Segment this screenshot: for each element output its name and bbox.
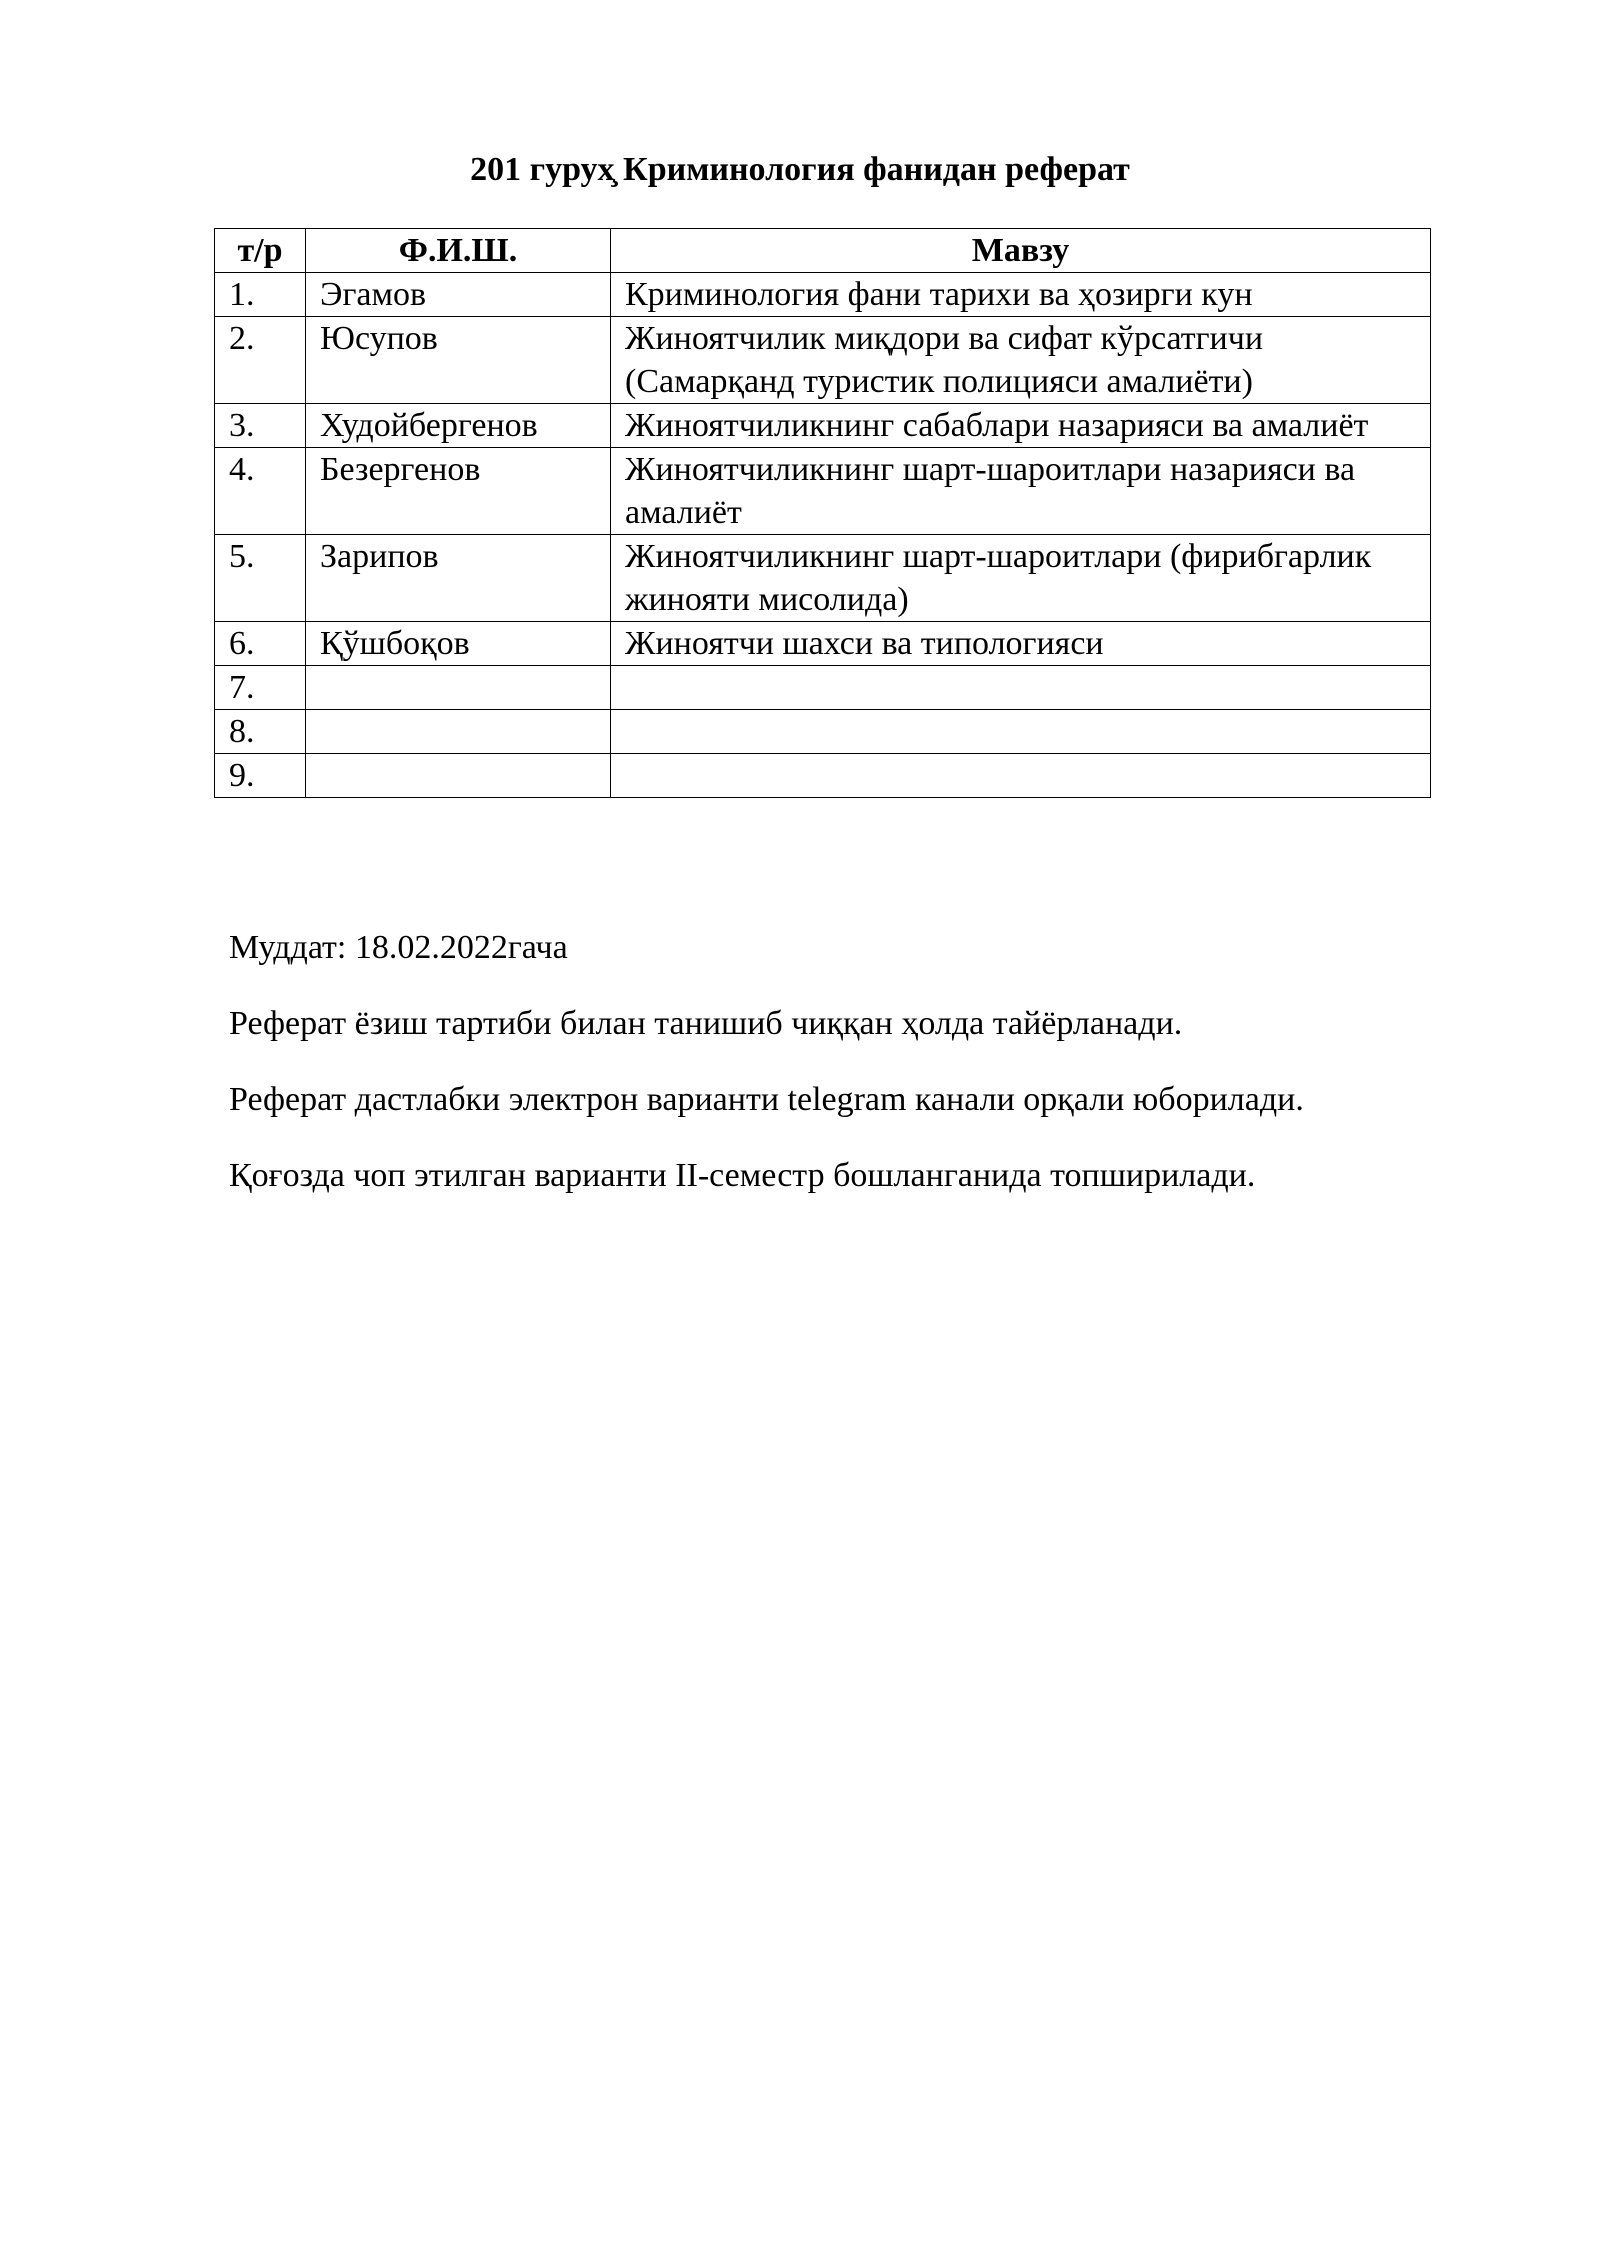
row-topic: Жиноятчиликнинг шарт-шароитлари (фирибгарлик жинояти мисолида) [611,535,1431,622]
row-name [306,710,611,754]
row-name: Худойбергенов [306,404,611,448]
table-row [215,448,1431,535]
header-topic: Мавзу [611,229,1431,273]
row-name: Безергенов [306,448,611,535]
note-line-2: Реферат дастлабки электрон варианти telegram канали орқали юборилади. [229,1081,1304,1118]
notes-section [229,928,1529,1232]
table-header-row [215,229,1431,273]
page-title: 201 гурух̧ Криминология фанидан реферат [470,151,1130,188]
table-row [215,666,1431,710]
row-number: 1. [215,273,306,317]
table-row [215,710,1431,754]
row-number: 9. [215,754,306,798]
row-number: 2. [215,317,306,404]
table-row [215,622,1431,666]
row-topic: Жиноятчиликнинг шарт-шароитлари назарияси ва амалиёт [611,448,1431,535]
row-number: 5. [215,535,306,622]
row-topic [611,710,1431,754]
row-name: Қўшбоқов [306,622,611,666]
row-topic: Жиноятчилик миқдори ва сифат кўрсатгичи (Самарқанд туристик полицияси амалиёти) [611,317,1431,404]
row-name: Зарипов [306,535,611,622]
row-number: 4. [215,448,306,535]
row-topic [611,754,1431,798]
table-row [215,404,1431,448]
table-row [215,273,1431,317]
row-number: 6. [215,622,306,666]
row-number: 7. [215,666,306,710]
header-name: Ф.И.Ш. [306,229,611,273]
row-name: Эгамов [306,273,611,317]
row-number: 8. [215,710,306,754]
table-row [215,754,1431,798]
row-name: Юсупов [306,317,611,404]
row-number: 3. [215,404,306,448]
row-name [306,754,611,798]
row-name [306,666,611,710]
table-row [215,535,1431,622]
topics-table [214,228,1431,798]
note-line-1: Реферат ёзиш тартиби билан танишиб чиққан ҳолда тайёрланади. [229,1005,1183,1042]
row-topic: Жиноятчи шахси ва типологияси [611,622,1431,666]
row-topic [611,666,1431,710]
row-topic: Криминология фани тарихи ва ҳозирги кун [611,273,1431,317]
row-topic: Жиноятчиликнинг сабаблари назарияси ва амалиёт [611,404,1431,448]
deadline-note: Муддат: 18.02.2022гача [229,929,568,966]
header-number: т/р [215,229,306,273]
note-line-3: Қоғозда чоп этилган варианти II-семестр бошланганида топширилади. [229,1157,1256,1194]
table-row [215,317,1431,404]
